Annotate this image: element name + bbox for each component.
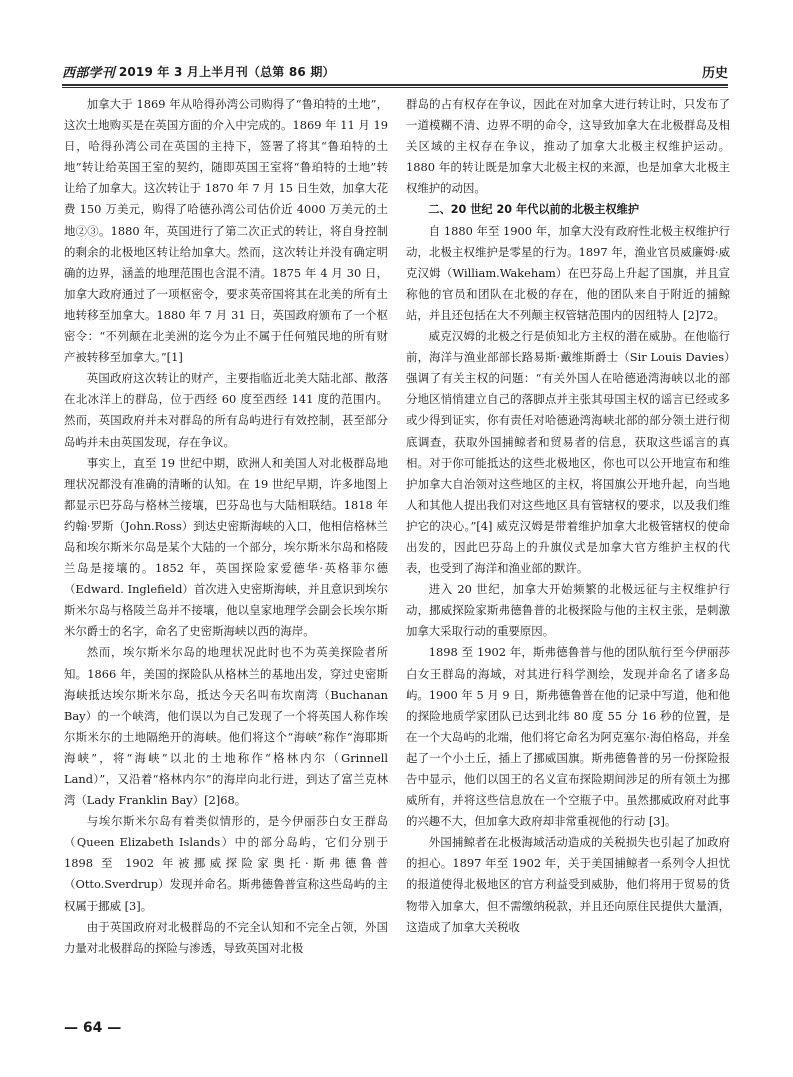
page-number: — 64 — [64,1020,122,1036]
paragraph: 外国捕鲸者在北极海域活动造成的关税损失也引起了加政府的担心。1897 年至 1902 年，关于美国捕鲸者一系列令人担忧的报道使得北极地区的官方利益受到威胁，他们将用于贸易的货物带入加拿大，但不需缴纳税款，并且还向原住民提供大量酒，这造成了加拿大关税收 [406,835,730,934]
paragraph: 威克汉姆的北极之行是侦知北方主权的潜在威胁。在他临行前，海洋与渔业部部长路易斯·戴维斯爵士（Sir Louis Davies）强调了有关主权的问题：“有关外国人在哈德逊湾海峡以北的部分地区悄悄建立自己的落脚点并主张其母国主权的谣言已经或多或少得到证实，你有责任对哈德逊湾海峡北部的部分领土进行彻底调查，获取外国捕鲸者和贸易者的信息，获取这些谣言的真相。对于你可能抵达的这些北极地区，你也可以公开地宣布和维护加拿大自治领对这些地区的主权，将国旗公开地升起，向当地人和其他人提出我们对这些地区具有管辖权的要求，以及我们维护它的决心。”[4] 威克汉姆是带着维护加拿大北极管辖权的使命出发的，因此巴芬岛上的升旗仪式是加拿大官方维护主权的代表，也受到了海洋和渔业部的默许。 [406,329,730,576]
paragraph: 然而，埃尔斯米尔岛的地理状况此时也不为英美探险者所知。1866 年，美国的探险队从格林兰的基地出发，穿过史密斯海峡抵达埃尔斯米尔岛，抵达今天名叫布坎南湾（Buchanan Bay）的一个峡湾，他们误以为自己发现了一个将英国人称作埃尔斯米尔的土地隔绝开的海峡。他们将这个“海峡”称作“海耶斯海峡”，将“海峡”以北的土地称作“格林内尔（Grinnell Land）”，又沿着“格林内尔”的海岸向北行进，到达了富兰克林湾（Lady Franklin Bay）[2]68。 [64,645,388,808]
paragraph: 自 1880 年至 1900 年，加拿大没有政府性北极主权维护行动，北极主权维护是零星的行为。1897 年，渔业官员威廉姆·威克汉姆（William.Wakeham）在巴芬岛上升起了国旗，并且宣称他的官员和团队在北极的存在，他的团队来自于附近的捕鲸站，并且还包括在大不列颠主权管辖范围内的因纽特人 [2]72。 [406,223,730,322]
header-rule [62,84,728,86]
paragraph: 英国政府这次转让的财产，主要指临近北美大陆北部、散落在北冰洋上的群岛，位于西经 60 度至西经 141 度的范围内。然而，英国政府并未对群岛的所有岛屿进行有效控制，甚至部分岛屿并未由英国发现，存在争议。 [64,371,388,449]
paragraph: 进入 20 世纪，加拿大开始频繁的北极远征与主权维护行动，挪威探险家斯弗德鲁普的北极探险与他的主权主张，是刺激加拿大采取行动的重要原因。 [406,582,730,639]
paragraph: 1898 至 1902 年，斯弗德鲁普与他的团队航行至今伊丽莎白女王群岛的海域，对其进行科学测绘，发现并命名了诸多岛屿。1900 年 5 月 9 日，斯弗德鲁普在他的记录中写道，他和他的探险地质学家团队已达到北纬 80 度 55 分 16 秒的位置，是在一个大岛屿的北端，他们将它命名为阿克塞尔·海伯格岛，并垒起了一个小土丘，插上了挪威国旗。斯弗德鲁普的另一份探险报告中显示，他们以国王的名义宣布探险期间涉足的所有领土为挪威所有，并将这些信息放在一个空瓶子中。虽然挪威政府对此事的兴趣不大，但加拿大政府却非常重视他的行动 [3]。 [406,645,730,829]
right-column [406,94,730,938]
page-header [62,60,728,82]
paragraph: 与埃尔斯米尔岛有着类似情形的，是今伊丽莎白女王群岛（Queen Elizabeth Islands）中的部分岛屿，它们分别于 1898 至 1902 年被挪威探险家奥托·斯弗德鲁普（Otto.Sverdrup）发现并命名。斯弗德鲁普宣称这些岛屿的主权属于挪威 [3]。 [64,814,388,913]
journal-info [62,62,335,81]
left-column [64,94,388,959]
paragraph: 加拿大于 1869 年从哈得孙湾公司购得了“鲁珀特的土地”，这次土地购买是在英国方面的介入中完成的。1869 年 11 月 19 日，哈得孙湾公司在英国的主持下，签署了将其“鲁珀特的土地”转让给英国王室的契约，随即英国王室将“鲁珀特的土地”转让给了加拿大。这次转让于 1870 年 7 月 15 日生效，加拿大花费 150 万美元，购得了哈德孙湾公司估价近 4000 万美元的土地②③。1880 年，英国进行了第二次正式的转让，将自身控制的剩余的北极地区转让给加拿大。然而，这次转让并没有确定明确的边界，涵盖的地理范围也含混不清。1875 年 4 月 30 日，加拿大政府通过了一项枢密令，要求英帝国将其在北美的所有土地转移至加拿大。1880 年 7 月 31 日，英国政府颁布了一个枢密令：“不列颠在北美洲的迄今为止不属于任何殖民地的所有财产被转移至加拿大。”[1] [64,97,388,365]
paragraph-continued: 群岛的占有权存在争议，因此在对加拿大进行转让时，只发布了一道模糊不清、边界不明的命令，这导致加拿大在北极群岛及相关区域的主权存在争议，推动了加拿大北极主权维护运动。1880 年的转让既是加拿大北极主权的来源，也是加拿大北极主权维护的动因。 [406,97,730,196]
journal-logo: 西部学刊 [62,65,115,81]
header-rule-thin [62,87,728,88]
section-label: 历史 [701,65,728,81]
section-heading: 二、20 世纪 20 年代以前的北极主权维护 [428,203,640,217]
issue-info: 2019 年 3 月上半月刊（总第 86 期） [118,64,335,79]
paragraph: 事实上，直至 19 世纪中期，欧洲人和美国人对北极群岛地理状况都没有准确的清晰的认知。在 19 世纪早期，许多地图上都显示巴芬岛与格林兰接壤，巴芬岛也与大陆相联结。1818 年约翰·罗斯（John.Ross）到达史密斯海峡的入口，他相信格林兰岛和埃尔斯米尔岛是某个大陆的一个部分，埃尔斯米尔岛和格陵兰岛是接壤的。1852 年，英国探险家爱德华·英格菲尔德（Edward. Inglefield）首次进入史密斯海峡，并且意识到埃尔斯米尔岛与格陵兰岛并不接壤，他以皇家地理学会副会长埃尔斯米尔爵士的名字，命名了史密斯海峡以西的海岸。 [64,455,388,639]
paragraph: 由于英国政府对北极群岛的不完全认知和不完全占领，外国力量对北极群岛的探险与渗透，导致英国对北极 [64,919,388,955]
